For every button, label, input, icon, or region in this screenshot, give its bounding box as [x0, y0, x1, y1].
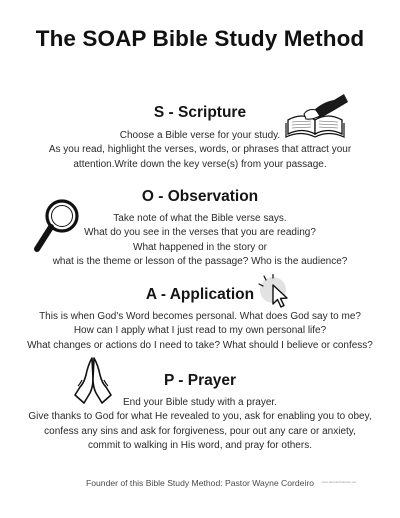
section-body-prayer [0, 396, 400, 453]
magnifying-glass-icon [30, 196, 84, 256]
observation-line: What happened in the story or [133, 241, 267, 253]
scripture-line: Choose a Bible verse for your study. [119, 130, 281, 141]
founder-credit: Founder of this Bible Study Method: Pastor Wayne Cordeiro [85, 478, 314, 488]
prayer-line: commit to walking in His word, and pray for others. [88, 439, 312, 451]
section-heading-application: A - Application [145, 286, 255, 303]
scripture-line: attention.Write down the key verse(s) from your passage. [73, 158, 327, 170]
observation-line: what is the theme or lesson of the passage? Who is the audience? [52, 255, 348, 267]
application-line: What changes or actions do I need to take? What should I believe or confess? [27, 339, 373, 351]
prayer-line: Give thanks to God for what He revealed to you, ask for enabling you to obey, [28, 411, 372, 423]
application-line: How can I apply what I just read to my own personal life? [73, 325, 327, 337]
section-heading-scripture: S - Scripture [153, 104, 247, 121]
observation-line: Take note of what the Bible verse says. [113, 213, 287, 224]
site-watermark: www.aturnforthebetter.net [321, 480, 356, 484]
praying-hands-icon [72, 355, 114, 407]
page-title: The SOAP Bible Study Method [35, 26, 365, 51]
application-line: This is when God's Word becomes personal. What does God say to me? [39, 311, 361, 322]
section-heading-prayer: P - Prayer [163, 372, 237, 389]
scripture-line: As you read, highlight the verses, words, or phrases that attract your [48, 144, 352, 156]
prayer-line: End your Bible study with a prayer. [123, 397, 277, 408]
section-body-application [0, 310, 400, 353]
observation-line: What do you see in the verses that you are reading? [84, 227, 316, 239]
section-heading-observation: O - Observation [141, 188, 259, 205]
cursor-click-icon [255, 274, 301, 310]
prayer-line: confess any sins and ask for forgiveness, pour out any care or anxiety, [44, 425, 356, 437]
open-bible-hand-icon [282, 90, 350, 140]
